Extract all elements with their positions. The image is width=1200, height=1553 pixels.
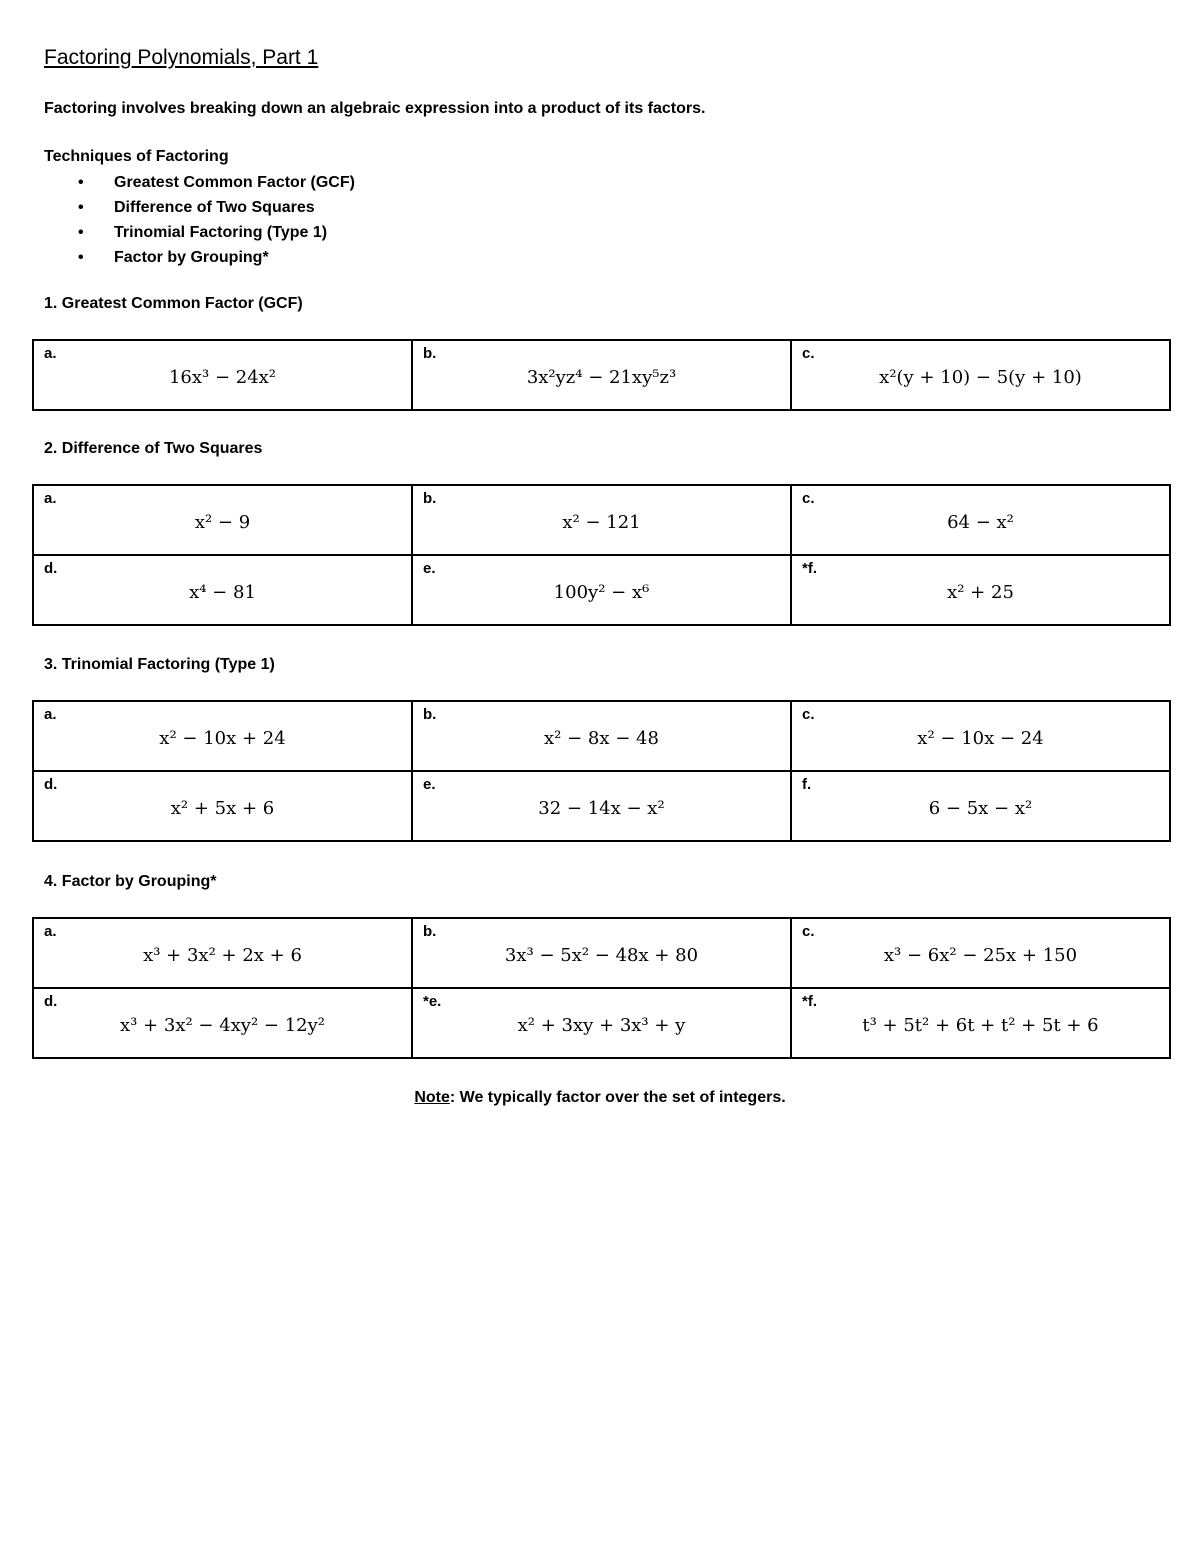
problem-cell <box>33 918 412 988</box>
problem-expression: x² − 9 <box>194 512 251 533</box>
problem-expression: x² + 5x + 6 <box>170 798 275 819</box>
problem-label: b. <box>423 345 437 362</box>
problem-cell <box>412 701 791 771</box>
bullet-icon: • <box>78 224 84 241</box>
problem-expression: 3x²yz⁴ − 21xy⁵z³ <box>526 367 677 388</box>
problem-expression: x² + 3xy + 3x³ + y <box>517 1015 686 1036</box>
problem-label: e. <box>423 776 436 793</box>
problem-cell <box>412 918 791 988</box>
problem-expression: x³ + 3x² + 2x + 6 <box>143 945 302 966</box>
table-row <box>33 771 1170 841</box>
table-row <box>33 555 1170 625</box>
problem-expression: 16x³ − 24x² <box>168 367 277 388</box>
problem-expression: x² − 10x + 24 <box>159 728 286 749</box>
problem-label: d. <box>44 560 58 577</box>
problem-label: d. <box>44 993 58 1010</box>
problem-expression: 32 − 14x − x² <box>538 798 665 819</box>
technique-item <box>44 245 355 270</box>
problem-label: *f. <box>802 993 817 1010</box>
section-heading-gcf: 1. Greatest Common Factor (GCF) <box>44 295 303 312</box>
problem-cell <box>412 988 791 1058</box>
problem-expression: x⁴ − 81 <box>189 582 256 603</box>
problem-label: e. <box>423 560 436 577</box>
problem-expression: 3x³ − 5x² − 48x + 80 <box>504 945 699 966</box>
problem-expression: 6 − 5x − x² <box>928 798 1033 819</box>
problem-label: b. <box>423 706 437 723</box>
technique-item <box>44 195 355 220</box>
problem-label: a. <box>44 923 57 940</box>
problem-label: b. <box>423 490 437 507</box>
problem-expression: x³ + 3x² − 4xy² − 12y² <box>119 1015 326 1036</box>
problem-label: b. <box>423 923 437 940</box>
technique-label: Factor by Grouping* <box>114 249 269 266</box>
problem-cell <box>33 988 412 1058</box>
problem-expression: x² − 8x − 48 <box>544 728 659 749</box>
problem-label: c. <box>802 706 815 723</box>
technique-item <box>44 170 355 195</box>
problem-label: c. <box>802 923 815 940</box>
problem-label: a. <box>44 706 57 723</box>
problem-label: *e. <box>423 993 442 1010</box>
technique-item <box>44 220 355 245</box>
problem-expression: x²(y + 10) − 5(y + 10) <box>879 367 1082 388</box>
problem-table-trinomial <box>32 700 1171 842</box>
problem-label: *f. <box>802 560 817 577</box>
problem-cell <box>791 701 1170 771</box>
bullet-icon: • <box>78 199 84 216</box>
problem-cell <box>791 340 1170 410</box>
problem-table-grouping <box>32 917 1171 1059</box>
problem-label: f. <box>802 776 812 793</box>
problem-expression: t³ + 5t² + 6t + t² + 5t + 6 <box>862 1015 1099 1036</box>
problem-cell <box>33 771 412 841</box>
page-title: Factoring Polynomials, Part 1 <box>44 46 319 69</box>
section-heading-squares: 2. Difference of Two Squares <box>44 440 263 457</box>
problem-table-squares <box>32 484 1171 626</box>
technique-label: Trinomial Factoring (Type 1) <box>114 224 328 241</box>
problem-cell <box>412 485 791 555</box>
problem-cell <box>791 918 1170 988</box>
problem-cell <box>791 988 1170 1058</box>
table-row <box>33 701 1170 771</box>
problem-label: d. <box>44 776 58 793</box>
problem-cell <box>412 771 791 841</box>
note-line <box>0 1089 1200 1107</box>
problem-label: a. <box>44 490 57 507</box>
table-row <box>33 988 1170 1058</box>
problem-cell <box>33 340 412 410</box>
problem-cell <box>412 555 791 625</box>
bullet-icon: • <box>78 174 84 191</box>
table-row <box>33 340 1170 410</box>
table-row <box>33 485 1170 555</box>
problem-label: a. <box>44 345 57 362</box>
section-heading-trinomial: 3. Trinomial Factoring (Type 1) <box>44 656 275 673</box>
problem-cell <box>791 555 1170 625</box>
problem-table-gcf <box>32 339 1171 411</box>
problem-label: c. <box>802 345 815 362</box>
bullet-icon: • <box>78 249 84 266</box>
technique-label: Difference of Two Squares <box>114 199 315 216</box>
problem-expression: x² + 25 <box>947 582 1014 603</box>
problem-cell <box>33 555 412 625</box>
problem-label: c. <box>802 490 815 507</box>
techniques-heading: Techniques of Factoring <box>44 148 229 165</box>
techniques-list <box>44 170 355 270</box>
table-row <box>33 918 1170 988</box>
problem-cell <box>791 485 1170 555</box>
problem-cell <box>412 340 791 410</box>
problem-cell <box>791 771 1170 841</box>
problem-cell <box>33 485 412 555</box>
problem-expression: x² − 121 <box>562 512 641 533</box>
intro-text: Factoring involves breaking down an algebraic expression into a product of its factors. <box>44 100 706 117</box>
technique-label: Greatest Common Factor (GCF) <box>114 174 355 191</box>
note-key: Note <box>414 1089 450 1106</box>
section-heading-grouping: 4. Factor by Grouping* <box>44 873 217 890</box>
note-text: : We typically factor over the set of integers. <box>449 1089 786 1106</box>
problem-expression: 64 − x² <box>947 512 1014 533</box>
problem-expression: x³ − 6x² − 25x + 150 <box>883 945 1078 966</box>
problem-expression: 100y² − x⁶ <box>553 582 650 603</box>
problem-cell <box>33 701 412 771</box>
problem-expression: x² − 10x − 24 <box>917 728 1044 749</box>
